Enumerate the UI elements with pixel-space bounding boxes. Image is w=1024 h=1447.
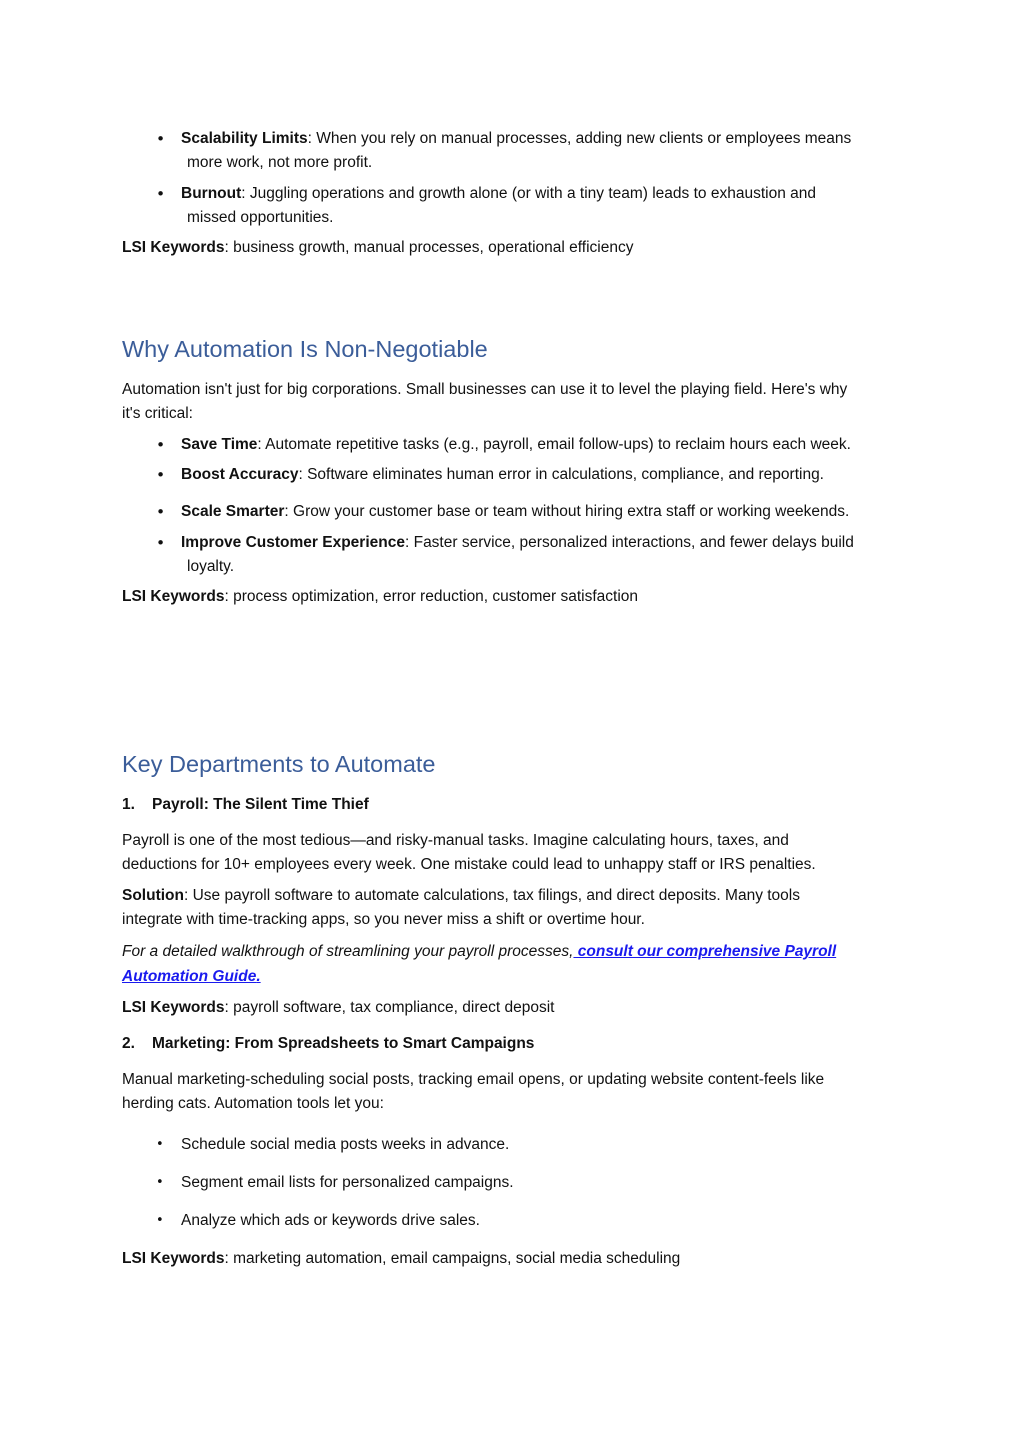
list-item: Schedule social media posts weeks in advance. [181, 1136, 510, 1153]
bullet-marker: • [156, 1175, 164, 1190]
bullet-term: Burnout [181, 185, 242, 202]
bullet-save-time: Save Time: Automate repetitive tasks (e.g., payroll, email follow-ups) to reclaim hours each week. [181, 436, 851, 453]
bullet-marker: • [156, 466, 166, 484]
subheading-marketing: Marketing: From Spreadsheets to Smart Campaigns [152, 1035, 535, 1052]
bullet-scale-smarter: Scale Smarter: Grow your customer base or team without hiring extra staff or working weekends. [181, 503, 850, 520]
paragraph-line: Manual marketing-scheduling social posts, tracking email opens, or updating website content-feels like [122, 1071, 825, 1088]
lsi-keywords-intro: LSI Keywords: business growth, manual processes, operational efficiency [122, 239, 634, 256]
list-number: 1. [122, 796, 135, 813]
lsi-keywords-why: LSI Keywords: process optimization, error reduction, customer satisfaction [122, 588, 639, 605]
bullet-scalability-limits: Scalability Limits: When you rely on manual processes, adding new clients or employees means [181, 130, 852, 147]
bullet-marker: • [156, 1213, 164, 1228]
bullet-term: Scalability Limits [181, 130, 308, 147]
bullet-marker: • [156, 130, 166, 148]
paragraph-line: herding cats. Automation tools let you: [122, 1095, 384, 1112]
section-heading-why-automation: Why Automation Is Non-Negotiable [122, 336, 488, 362]
list-item: Segment email lists for personalized campaigns. [181, 1174, 514, 1191]
bullet-marker: • [156, 1137, 164, 1152]
list-item: Analyze which ads or keywords drive sales. [181, 1212, 480, 1229]
solution-paragraph: Solution: Use payroll software to automate calculations, tax filings, and direct deposits. Many tools [122, 887, 800, 904]
subheading-payroll: Payroll: The Silent Time Thief [152, 796, 369, 813]
bullet-marker: • [156, 534, 166, 552]
walkthrough-line: For a detailed walkthrough of streamlining your payroll processes, consult our comprehensive Payroll [122, 943, 837, 960]
bullet-continuation: missed opportunities. [187, 209, 334, 226]
paragraph-line: Payroll is one of the most tedious—and risky-manual tasks. Imagine calculating hours, taxes, and [122, 832, 789, 849]
payroll-guide-link[interactable]: Automation Guide [122, 968, 257, 985]
bullet-marker: • [156, 185, 166, 203]
lsi-keywords-marketing: LSI Keywords: marketing automation, email campaigns, social media scheduling [122, 1250, 681, 1267]
bullet-marker: • [156, 503, 166, 521]
paragraph-line: deductions for 10+ employees every week. One mistake could lead to unhappy staff or IRS penalties. [122, 856, 816, 873]
bullet-continuation: more work, not more profit. [187, 154, 373, 171]
paragraph-line: Automation isn't just for big corporations. Small businesses can use it to level the playing field. Here's why [122, 381, 848, 398]
bullet-continuation: loyalty. [187, 558, 235, 575]
bullet-boost-accuracy: Boost Accuracy: Software eliminates human error in calculations, compliance, and reporting. [181, 466, 824, 483]
bullet-marker: • [156, 436, 166, 454]
paragraph-line: integrate with time-tracking apps, so you never miss a shift or overtime hour. [122, 911, 645, 928]
section-heading-key-departments: Key Departments to Automate [122, 751, 436, 777]
payroll-guide-link[interactable]: consult our comprehensive Payroll [573, 943, 837, 960]
list-number: 2. [122, 1035, 135, 1052]
lsi-keywords-payroll: LSI Keywords: payroll software, tax compliance, direct deposit [122, 999, 555, 1016]
paragraph-line: it's critical: [122, 405, 193, 422]
bullet-burnout: Burnout: Juggling operations and growth alone (or with a tiny team) leads to exhaustion and [181, 185, 816, 202]
walkthrough-line: Automation Guide. [122, 968, 261, 985]
bullet-improve-customer-experience: Improve Customer Experience: Faster service, personalized interactions, and fewer delays build [181, 534, 854, 551]
